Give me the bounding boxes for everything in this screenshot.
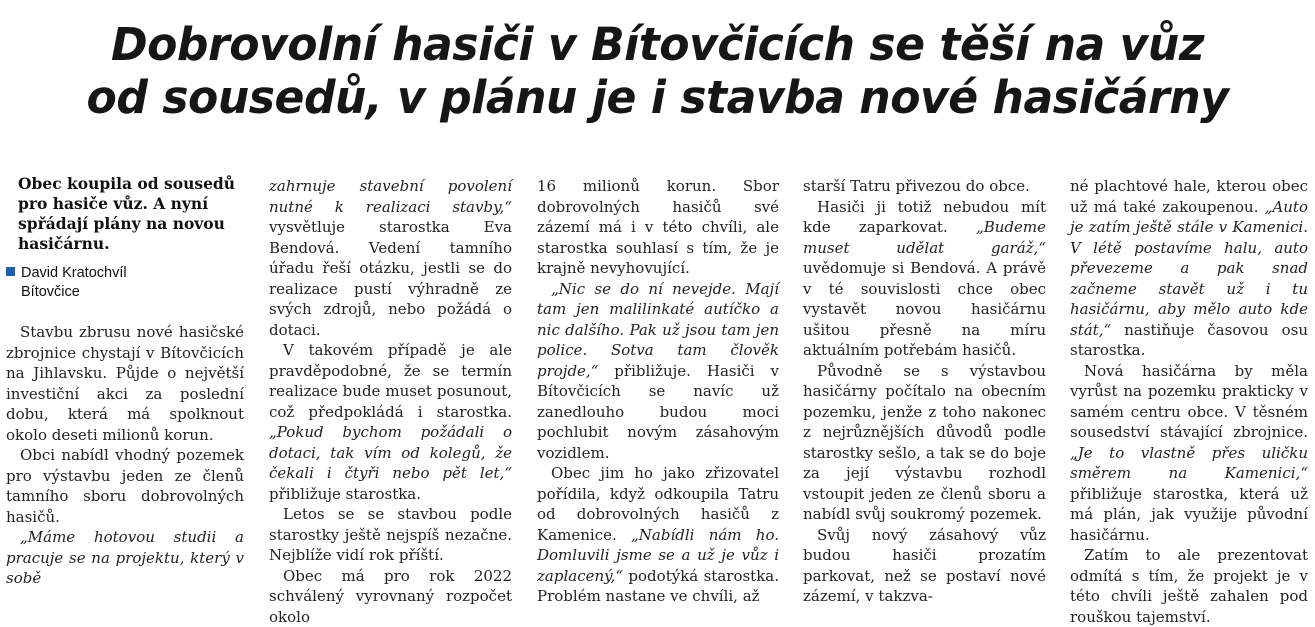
quote: „Nabídli nám ho. Domluvili jsme se a už je vůz i zaplacený,“ — [537, 526, 779, 585]
quote: „Je to vlastně přes uličku směrem na Kamenici,“ — [1070, 444, 1308, 483]
article-column-3 — [537, 176, 779, 607]
headline — [13, 18, 1302, 124]
article-column-5 — [1070, 176, 1308, 627]
byline-place: Bítovčice — [6, 283, 244, 302]
text-run: přibližuje starostka. — [269, 485, 421, 503]
paragraph: Stavbu zbrusu nové hasičské zbrojnice chystají v Bítovčicích na Jihlavsku. Půjde o největší investiční akci za poslední dobu, která má spolknout okolo deseti milionů korun. — [6, 322, 244, 445]
text-run: uvědomuje si Bendová. A právě v té souvislosti chce obec vystavět novou hasičárnu ušitou přesně na míru aktuálním potřebám hasičů. — [803, 259, 1046, 359]
byline-author: David Kratochvíl — [21, 265, 127, 281]
quote: „Pokud bychom požádali o dotaci, tak vím od kolegů, že čekali i čtyři nebo pět let,“ — [269, 423, 512, 482]
text-run: Obec jim ho jako zřizovatel pořídila, když odkoupila Tatru od dobrovolných hasičů z Kamenice. — [537, 464, 779, 544]
quote: zahrnuje stavební povolení nutné k realizaci stavby,“ — [269, 177, 512, 216]
paragraph — [537, 463, 779, 607]
text-run: přibližuje starostka, která už má plán, jak využije původní hasičárnu. — [1070, 485, 1308, 544]
headline-line-2: od sousedů, v plánu je i stavba nové hasičárny — [13, 71, 1302, 124]
paragraph: Původně se s výstavbou hasičárny počítalo na obecním pozemku, jenže z toho nakonec z nejrůznějších důvodů podle starostky sešlo, a tak se do boje za její výstavbu rozhodl vstoupit jeden ze členů sboru a nabídl svůj soukromý pozemek. — [803, 361, 1046, 525]
text-run: přibližuje. Hasiči v Bítovčicích se navíc už zanedlouho budou moci pochlubit novým zásahovým vozidlem. — [537, 362, 779, 462]
text-run: V takovém případě je ale pravděpodobné, že se termín realizace bude muset posunout, což předpokládá i starostka. — [269, 341, 512, 421]
paragraph: Zatím to ale prezentovat odmítá s tím, že projekt je v této chvíli ještě zahalen pod rouškou tajemství. — [1070, 545, 1308, 627]
text-run: nastiňuje časovou osu starostka. — [1070, 321, 1308, 360]
paragraph — [6, 527, 244, 589]
paragraph: Obci nabídl vhodný pozemek pro výstavbu jeden ze členů tamního sboru dobrovolných hasičů. — [6, 445, 244, 527]
paragraph — [537, 279, 779, 464]
byline-square-icon — [6, 267, 15, 276]
article-column-4 — [803, 176, 1046, 607]
paragraph — [1070, 361, 1308, 546]
quote: „Máme hotovou studii a pracuje se na projektu, který v sobě — [6, 528, 244, 587]
text-run: Hasiči ji totiž nebudou mít kde zaparkovat. — [803, 198, 1046, 237]
paragraph: 16 milionů korun. Sbor dobrovolných hasičů své zázemí má i v této chvíli, ale starostka souhlasí s tím, že je krajně nevyhovující. — [537, 176, 779, 279]
text-run: vysvětluje starostka Eva Bendová. Vedení tamního úřadu řeší otázku, jestli se do realizace pustí výhradně ze svých zdrojů, nebo požádá o dotaci. — [269, 218, 512, 339]
quote: „Auto je zatím ještě stále v Kamenici. V létě postavíme halu, auto převezeme a pak snad začneme stavět už i tu hasičárnu, aby mělo auto kde stát,“ — [1070, 198, 1308, 339]
paragraph — [803, 197, 1046, 361]
text-run: Nová hasičárna by měla vyrůst na pozemku prakticky v samém centru obce. V těsném sousedství stávající zbrojnice. — [1070, 362, 1308, 442]
paragraph: Letos se se stavbou podle starostky ještě nejspíš nezačne. Nejblíže vidí rok příští. — [269, 504, 512, 566]
paragraph — [269, 340, 512, 504]
article-column-2 — [269, 176, 512, 627]
article-column-1 — [6, 174, 244, 589]
paragraph: Obec má pro rok 2022 schválený vyrovnaný rozpočet okolo — [269, 566, 512, 627]
byline — [6, 264, 244, 302]
paragraph — [1070, 176, 1308, 361]
quote: „Nic se do ní nevejde. Mají tam jen malilinkaté autíčko a nic dalšího. Pak už jsou tam jen police. Sotva tam člověk projde,“ — [537, 280, 779, 380]
paragraph — [269, 176, 512, 340]
article-lead: Obec koupila od sousedů pro hasiče vůz. A nyní spřádají plány na novou hasičárnu. — [6, 174, 244, 254]
headline-line-1: Dobrovolní hasiči v Bítovčicích se těší na vůz — [13, 18, 1302, 71]
text-run: né plachtové hale, kterou obec už má také zakoupenou. — [1070, 177, 1308, 216]
text-run: podotýká starostka. Problém nastane ve chvíli, až — [537, 567, 779, 606]
quote: „Budeme muset udělat garáž,“ — [803, 218, 1046, 257]
paragraph: starší Tatru přivezou do obce. — [803, 176, 1046, 197]
paragraph: Svůj nový zásahový vůz budou hasiči prozatím parkovat, než se postaví nové zázemí, v takzva- — [803, 525, 1046, 607]
